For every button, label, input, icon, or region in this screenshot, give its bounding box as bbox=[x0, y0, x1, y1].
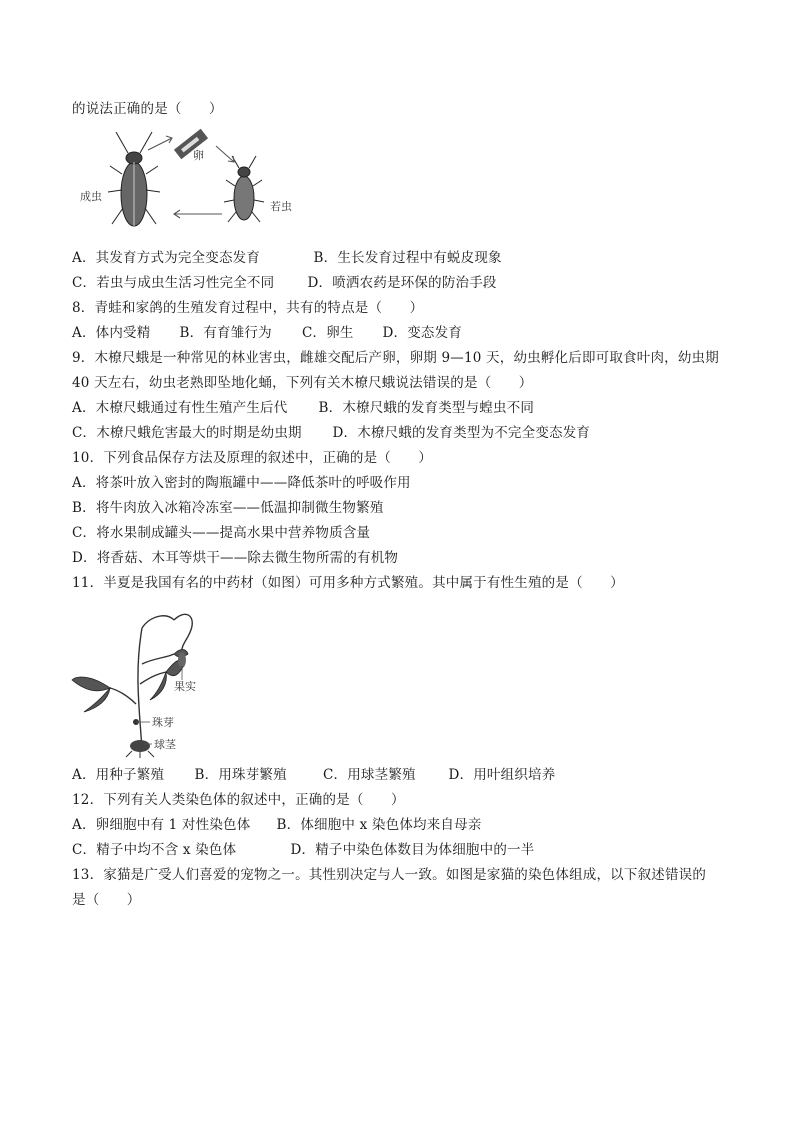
q12-stem: 12．下列有关人类染色体的叙述中，正确的是（ ） bbox=[72, 792, 405, 808]
q9-option-b: B．木橑尺蛾的发育类型与蝗虫不同 bbox=[318, 400, 535, 416]
q9-option-d: D．木橑尺蛾的发育类型为不完全变态发育 bbox=[332, 425, 591, 441]
q10-option-a: A．将茶叶放入密封的陶瓶罐中——降低茶叶的呼吸作用 bbox=[72, 475, 411, 491]
q13-stem-line-2: 是（ ） bbox=[72, 892, 141, 908]
fruit-label: 果实 bbox=[174, 680, 196, 693]
corm-label: 球茎 bbox=[154, 738, 176, 751]
q11-option-a: A．用种子繁殖 bbox=[72, 767, 165, 783]
q10-option-d: D．将香菇、木耳等烘干——除去微生物所需的有机物 bbox=[72, 550, 399, 566]
plant-leaves bbox=[72, 650, 188, 713]
q10-option-c: C．将水果制成罐头——提高水果中营养物质含量 bbox=[72, 525, 371, 541]
adult-label: 成虫 bbox=[80, 190, 102, 203]
q12-option-d: D．精子中染色体数目为体细胞中的一半 bbox=[290, 842, 535, 858]
q11-stem: 11．半夏是我国有名的中药材（如图）可用多种方式繁殖。其中属于有性生殖的是（ ） bbox=[72, 575, 624, 591]
q9-stem-line-2: 40 天左右，幼虫老熟即坠地化蛹，下列有关木橑尺蛾说法错误的是（ ） bbox=[72, 375, 533, 391]
q7-options-row-2 bbox=[72, 273, 497, 293]
q12-option-c: C．精子中均不含 x 染色体 bbox=[72, 842, 237, 858]
q7-options-row-1 bbox=[72, 248, 502, 268]
q10-option-b: B．将牛肉放入冰箱冷冻室——低温抑制微生物繁殖 bbox=[72, 500, 384, 516]
q7-option-d: D．喷洒农药是环保的防治手段 bbox=[307, 275, 497, 291]
q9-option-a: A．木橑尺蛾通过有性生殖产生后代 bbox=[72, 400, 288, 416]
q11-option-c: C．用球茎繁殖 bbox=[323, 767, 416, 783]
q12-options-row-2 bbox=[72, 840, 534, 860]
q12-options-row-1 bbox=[72, 815, 482, 835]
q9-options-row-1 bbox=[72, 398, 534, 418]
q9-options-row-2 bbox=[72, 423, 590, 443]
q8-stem: 8．青蛙和家鸽的生殖发育过程中，共有的特点是（ ） bbox=[72, 300, 424, 316]
q12-option-b: B．体细胞中 x 染色体均来自母亲 bbox=[276, 817, 482, 833]
q7-option-c: C．若虫与成虫生活习性完全不同 bbox=[72, 275, 275, 291]
pinellia-plant-figure bbox=[70, 604, 220, 758]
adult-insect-icon bbox=[108, 132, 160, 226]
q12-option-a: A．卵细胞中有 1 对性染色体 bbox=[72, 817, 251, 833]
q8-option-a: A．体内受精 bbox=[72, 325, 151, 341]
q9-stem-line-1: 9．木橑尺蛾是一种常见的林业害虫，雌雄交配后产卵，卵期 9—10 天，幼虫孵化后即可取食叶肉，幼虫期 bbox=[72, 350, 719, 366]
q8-option-c: C．卵生 bbox=[302, 325, 354, 341]
q11-option-d: D．用叶组织培养 bbox=[448, 767, 556, 783]
egg-label: 卵 bbox=[193, 149, 204, 162]
q7-option-a: A．其发育方式为完全变态发育 bbox=[72, 250, 261, 266]
nymph-insect-icon bbox=[224, 156, 264, 222]
bulbil-label: 珠芽 bbox=[152, 716, 174, 729]
nymph-label: 若虫 bbox=[270, 200, 292, 213]
q9-option-c: C．木橑尺蛾危害最大的时期是幼虫期 bbox=[72, 425, 302, 441]
insect-life-cycle-figure bbox=[76, 124, 306, 238]
q11-option-b: B．用珠芽繁殖 bbox=[194, 767, 287, 783]
q7-option-b: B．生长发育过程中有蜕皮现象 bbox=[313, 250, 502, 266]
q8-option-b: B．有育雏行为 bbox=[179, 325, 272, 341]
q7-stem: 的说法正确的是（ ） bbox=[72, 101, 223, 117]
q10-stem: 10．下列食品保存方法及原理的叙述中，正确的是（ ） bbox=[72, 450, 433, 466]
q11-options-row bbox=[72, 765, 555, 785]
q8-options-row bbox=[72, 323, 462, 343]
q13-stem-line-1: 13．家猫是广受人们喜爱的宠物之一。其性别决定与人一致。如图是家猫的染色体组成，以下叙述错误的 bbox=[72, 867, 707, 883]
q8-option-d: D．变态发育 bbox=[382, 325, 463, 341]
corm-icon bbox=[126, 740, 154, 758]
